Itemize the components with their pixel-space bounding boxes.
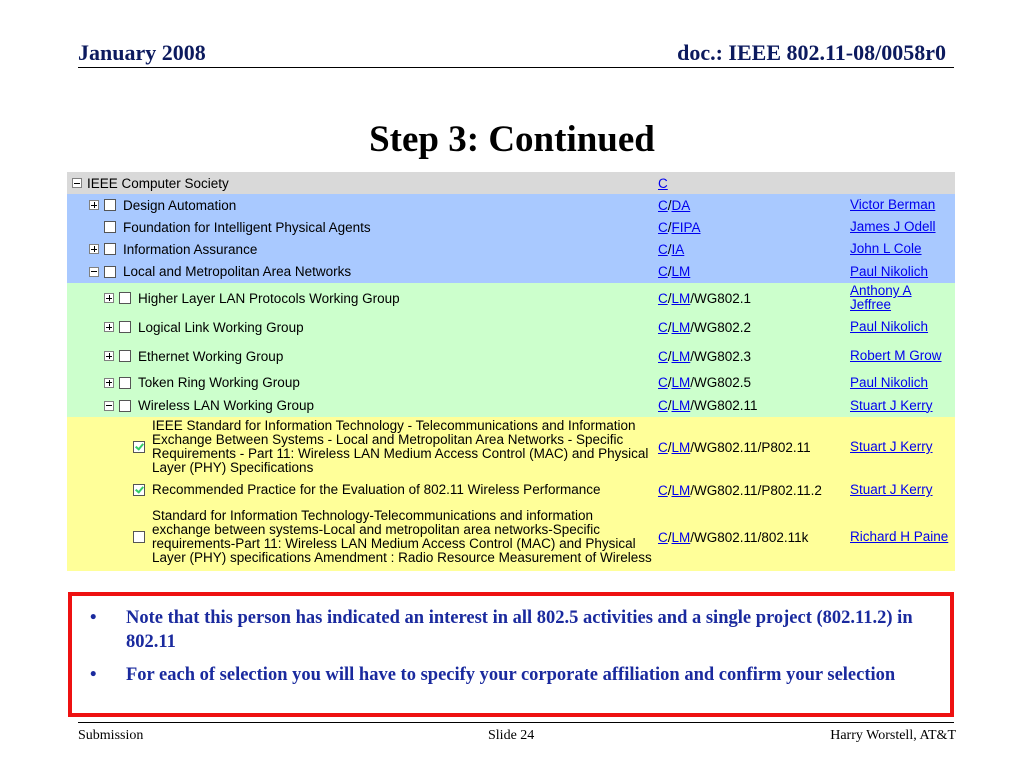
tree-row-code-cell	[654, 483, 850, 498]
tree-row-label: Local and Metropolitan Area Networks	[123, 264, 352, 279]
code-link[interactable]: LM	[671, 529, 691, 545]
code-suffix: /WG802.1	[690, 290, 752, 306]
code-separator: /	[667, 348, 672, 364]
code-link[interactable]: C	[658, 375, 668, 390]
tree-row	[67, 260, 955, 283]
tree-row-label: Higher Layer LAN Protocols Working Group	[138, 290, 400, 306]
tree-row	[67, 341, 955, 371]
header-doc-id: doc.: IEEE 802.11-08/0058r0	[677, 40, 946, 65]
code-separator: /	[667, 197, 672, 213]
code-separator: /	[667, 375, 672, 390]
tree-row-label: Logical Link Working Group	[138, 319, 304, 335]
collapse-icon[interactable]	[89, 267, 99, 277]
tree-row-person-cell	[850, 265, 955, 279]
tree-row-code-cell	[654, 440, 850, 455]
tree-row-name-cell	[67, 398, 654, 413]
tree-row-label: Token Ring Working Group	[138, 375, 300, 390]
code-link[interactable]: C	[658, 529, 668, 545]
tree-row-name-cell	[67, 264, 654, 279]
tree-row-code-cell	[654, 198, 850, 213]
select-checkbox[interactable]	[119, 321, 131, 333]
code-link[interactable]: LM	[671, 348, 691, 364]
header-date: January 2008	[78, 40, 206, 65]
select-checkbox[interactable]	[133, 484, 145, 496]
tree-row-person-cell	[850, 242, 955, 256]
code-separator: /	[667, 529, 672, 545]
code-separator: /	[667, 398, 672, 413]
tree-row	[67, 238, 955, 260]
code-suffix: /WG802.11/802.11k	[690, 529, 809, 545]
footer-submission: Submission	[78, 728, 144, 743]
tree-row-code-cell	[654, 242, 850, 257]
chair-link[interactable]: Anthony A Jeffree	[850, 283, 912, 312]
note-item	[86, 606, 930, 654]
select-checkbox[interactable]	[119, 292, 131, 304]
select-checkbox[interactable]	[104, 199, 116, 211]
tree-row-person-cell	[850, 320, 955, 334]
note-text: Note that this person has indicated an interest in all 802.5 activities and a single project (802.11.2) in 802.11	[126, 608, 913, 652]
tree-row-name-cell	[67, 176, 654, 191]
slide-title: Step 3: Continued	[369, 119, 655, 160]
code-link[interactable]: LM	[671, 375, 691, 390]
tree-row-name-cell	[67, 242, 654, 257]
tree-row-person-cell	[850, 376, 955, 390]
tree-row-name-cell	[67, 291, 654, 306]
select-checkbox[interactable]	[119, 350, 131, 362]
organization-tree	[67, 172, 955, 571]
code-suffix: /WG802.5	[690, 375, 752, 390]
select-checkbox[interactable]	[104, 243, 116, 255]
tree-row-person-cell	[850, 198, 955, 212]
tree-row-code-cell	[654, 220, 850, 235]
tree-row	[67, 172, 955, 194]
chair-link[interactable]: Paul Nikolich	[850, 374, 929, 390]
code-link[interactable]: C	[658, 290, 668, 306]
code-suffix: /WG802.3	[690, 348, 752, 364]
tree-row-person-cell	[850, 284, 955, 312]
tree-row-code-cell	[654, 349, 850, 364]
code-separator: /	[667, 482, 672, 498]
tree-row-label: IEEE Standard for Information Technology - Telecommunications and Information Exchange Between Systems - Local and Metropolitan Area Networks - Specific Requirements - Part 11: Wireless LAN Medium Access Control (MAC) and Physical Layer (PHY) Specifications	[152, 418, 649, 475]
code-link[interactable]: LM	[671, 264, 691, 279]
bullet-icon: •	[90, 608, 97, 628]
expand-icon[interactable]	[89, 244, 99, 254]
tree-row-code-cell	[654, 176, 850, 191]
tree-row	[67, 313, 955, 341]
select-checkbox[interactable]	[133, 441, 145, 453]
collapse-icon[interactable]	[72, 178, 82, 188]
tree-row-code-cell	[654, 291, 850, 306]
code-separator: /	[667, 264, 672, 279]
chair-link[interactable]: John L Cole	[850, 241, 922, 256]
tree-row-name-cell	[67, 349, 654, 364]
tree-row-code-cell	[654, 375, 850, 390]
code-separator: /	[667, 319, 672, 335]
code-link[interactable]: C	[658, 241, 668, 257]
code-link[interactable]: FIPA	[671, 219, 701, 235]
tree-row-person-cell	[850, 530, 955, 544]
code-link[interactable]: C	[658, 197, 668, 213]
code-suffix: /WG802.2	[690, 319, 752, 335]
tree-row-name-cell	[67, 320, 654, 335]
select-checkbox[interactable]	[104, 266, 116, 278]
expand-icon[interactable]	[104, 351, 114, 361]
select-checkbox[interactable]	[119, 400, 131, 412]
tree-row-name-cell	[67, 419, 654, 475]
tree-row	[67, 194, 955, 216]
code-link[interactable]: IA	[671, 241, 685, 257]
code-link[interactable]: C	[658, 482, 668, 498]
chair-link[interactable]: Stuart J Kerry	[850, 439, 933, 454]
chair-link[interactable]: Stuart J Kerry	[850, 397, 933, 413]
notes-box	[68, 592, 954, 717]
tree-row-code-cell	[654, 264, 850, 279]
tree-row-person-cell	[850, 483, 955, 497]
tree-row-code-cell	[654, 320, 850, 335]
tree-row-label: Foundation for Intelligent Physical Agents	[123, 219, 371, 235]
code-link[interactable]: LM	[671, 482, 691, 498]
select-checkbox[interactable]	[104, 221, 116, 233]
tree-row-person-cell	[850, 399, 955, 413]
code-link[interactable]: LM	[671, 290, 691, 306]
code-separator: /	[667, 290, 672, 306]
tree-row-label: Recommended Practice for the Evaluation of 802.11 Wireless Performance	[152, 482, 601, 497]
note-text: For each of selection you will have to specify your corporate affiliation and confirm your selection	[126, 665, 896, 685]
expand-icon[interactable]	[104, 378, 114, 388]
chair-link[interactable]: Paul Nikolich	[850, 263, 929, 279]
code-separator: /	[667, 241, 672, 257]
code-link[interactable]: DA	[671, 197, 691, 213]
chair-link[interactable]: Richard H Paine	[850, 529, 949, 544]
code-link[interactable]: C	[658, 264, 668, 279]
tree-row	[67, 394, 955, 417]
tree-row-code-cell	[654, 398, 850, 413]
tree-row	[67, 371, 955, 394]
code-suffix: /WG802.11/P802.11	[690, 439, 811, 455]
tree-row-person-cell	[850, 220, 955, 234]
tree-row-label: Ethernet Working Group	[138, 348, 284, 364]
chair-link[interactable]: Stuart J Kerry	[850, 482, 933, 497]
collapse-icon[interactable]	[104, 401, 114, 411]
code-link[interactable]: C	[658, 398, 668, 413]
chair-link[interactable]: James J Odell	[850, 219, 936, 234]
tree-row-label: Information Assurance	[123, 241, 258, 257]
tree-row-name-cell	[67, 375, 654, 390]
chair-link[interactable]: Victor Berman	[850, 197, 936, 212]
tree-row-label: IEEE Computer Society	[87, 175, 229, 191]
tree-row-name-cell	[67, 220, 654, 235]
chair-link[interactable]: Robert M Grow	[850, 348, 942, 363]
header-rule	[78, 67, 954, 68]
code-link[interactable]: LM	[671, 439, 691, 455]
bullet-icon: •	[90, 665, 97, 685]
code-link[interactable]: C	[658, 439, 668, 455]
tree-row	[67, 216, 955, 238]
code-separator: /	[667, 219, 672, 235]
chair-link[interactable]: Paul Nikolich	[850, 319, 929, 334]
code-link[interactable]: C	[658, 348, 668, 364]
select-checkbox[interactable]	[119, 377, 131, 389]
tree-row-label: Design Automation	[123, 197, 237, 213]
tree-row	[67, 503, 955, 571]
tree-row-name-cell	[67, 483, 654, 497]
expand-icon[interactable]	[104, 322, 114, 332]
code-suffix: /WG802.11	[690, 398, 758, 413]
tree-row-person-cell	[850, 440, 955, 454]
tree-row	[67, 417, 955, 477]
tree-row	[67, 283, 955, 313]
expand-icon[interactable]	[89, 200, 99, 210]
footer-rule	[78, 722, 954, 723]
code-link[interactable]: C	[658, 319, 668, 335]
code-link[interactable]: LM	[671, 398, 691, 413]
tree-row-person-cell	[850, 349, 955, 363]
code-link[interactable]: LM	[671, 319, 691, 335]
select-checkbox[interactable]	[133, 531, 145, 543]
footer-author: Harry Worstell, AT&T	[830, 728, 956, 743]
code-link[interactable]: C	[658, 175, 668, 191]
footer-slide-number: Slide 24	[488, 728, 535, 743]
tree-row-label: Standard for Information Technology-Telecommunications and information exchange between systems-Local and metropolitan area networks-Specific requirements-Part 11: Wireless LAN Medium Access Control (MAC) and Physical Layer (PHY) specifications Amendment : Radio Resource Measurement of Wireless	[152, 508, 652, 565]
expand-icon[interactable]	[104, 293, 114, 303]
tree-row-code-cell	[654, 530, 850, 545]
note-item	[86, 663, 930, 687]
tree-row-label: Wireless LAN Working Group	[138, 398, 315, 413]
tree-row-name-cell	[67, 509, 654, 565]
code-link[interactable]: C	[658, 219, 668, 235]
code-separator: /	[667, 439, 672, 455]
tree-row	[67, 477, 955, 503]
code-suffix: /WG802.11/P802.11.2	[690, 482, 822, 498]
tree-row-name-cell	[67, 198, 654, 213]
